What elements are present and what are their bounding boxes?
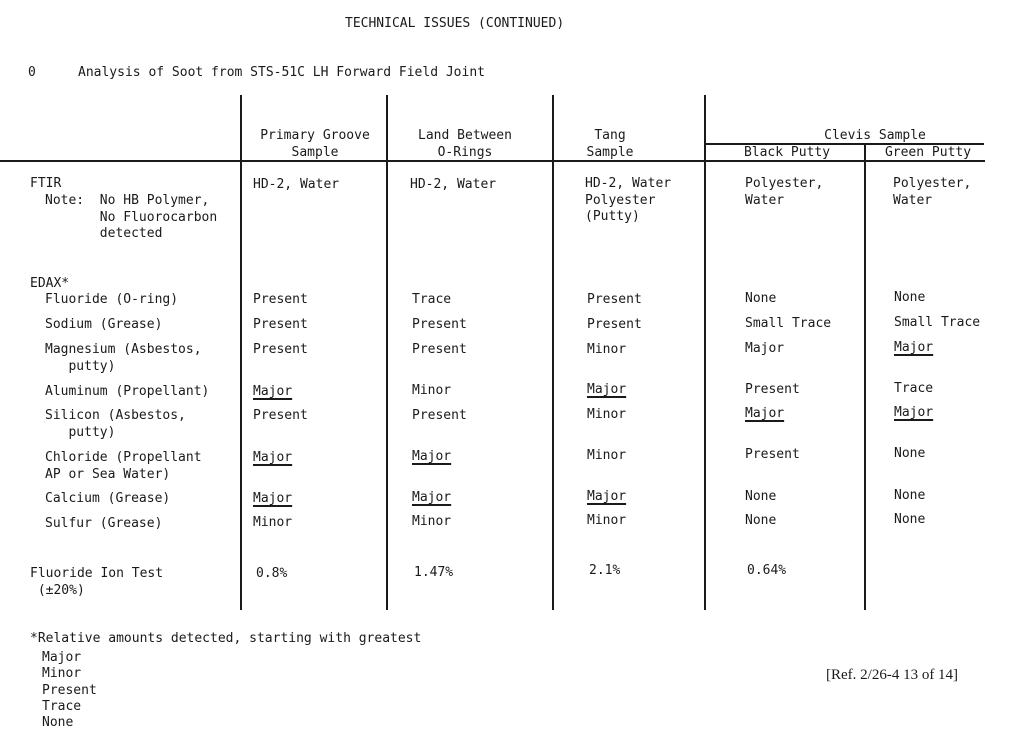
page-reference: [Ref. 2/26-4 13 of 14] bbox=[826, 667, 959, 683]
divider-tang bbox=[552, 95, 554, 610]
cell-silicon-tang: Minor bbox=[587, 407, 627, 422]
col-primary-groove: Primary Groove Sample bbox=[260, 128, 370, 160]
col-clevis-sample: Clevis Sample bbox=[824, 128, 926, 143]
cell-sulfur-green: None bbox=[894, 512, 926, 527]
cell-aluminum-primary: Major bbox=[253, 384, 293, 399]
cell-calcium-primary: Major bbox=[253, 491, 293, 506]
section-bullet: 0 bbox=[28, 65, 36, 80]
cell-sodium-land: Present bbox=[412, 317, 467, 332]
footnote-item: Minor bbox=[42, 666, 82, 681]
cell-aluminum-black: Present bbox=[745, 382, 800, 397]
row-label-silicon: Silicon (Asbestos, putty) bbox=[45, 408, 186, 440]
ftir-black: Polyester, Water bbox=[745, 176, 824, 208]
ftir-green: Polyester, Water bbox=[893, 176, 972, 208]
ftir-note: Note: No HB Polymer, No Fluorocarbon detected bbox=[45, 193, 218, 241]
footnote-item: Present bbox=[42, 683, 97, 698]
cell-magnesium-tang: Minor bbox=[587, 342, 627, 357]
cell-aluminum-land: Minor bbox=[412, 383, 452, 398]
col-black-putty: Black Putty bbox=[743, 145, 831, 160]
ftir-land: HD-2, Water bbox=[410, 177, 497, 192]
cell-magnesium-primary: Present bbox=[253, 342, 308, 357]
row-label-magnesium: Magnesium (Asbestos, putty) bbox=[45, 342, 202, 374]
fluoride-test-land: 1.47% bbox=[414, 565, 454, 580]
cell-sodium-primary: Present bbox=[253, 317, 308, 332]
cell-fluoride-black: None bbox=[745, 291, 777, 306]
cell-sodium-green: Small Trace bbox=[894, 315, 981, 330]
divider-clevis bbox=[704, 95, 706, 610]
cell-aluminum-tang: Major bbox=[587, 382, 627, 397]
row-label-sodium: Sodium (Grease) bbox=[45, 317, 163, 332]
cell-silicon-green: Major bbox=[894, 405, 934, 420]
fluoride-test-tang: 2.1% bbox=[589, 563, 621, 578]
cell-magnesium-black: Major bbox=[745, 341, 785, 356]
cell-silicon-land: Present bbox=[412, 408, 467, 423]
divider-primary bbox=[240, 95, 242, 610]
cell-fluoride-green: None bbox=[894, 290, 926, 305]
footnote-item: None bbox=[42, 715, 74, 730]
cell-sulfur-tang: Minor bbox=[587, 513, 627, 528]
cell-sodium-tang: Present bbox=[587, 317, 642, 332]
cell-calcium-tang: Major bbox=[587, 489, 627, 504]
cell-aluminum-green: Trace bbox=[894, 381, 934, 396]
ftir-label: FTIR bbox=[30, 176, 62, 191]
row-label-chloride: Chloride (Propellant AP or Sea Water) bbox=[45, 450, 202, 482]
cell-calcium-black: None bbox=[745, 489, 777, 504]
cell-calcium-land: Major bbox=[412, 490, 452, 505]
divider-putty bbox=[864, 143, 866, 610]
cell-silicon-black: Major bbox=[745, 406, 785, 421]
row-label-fluoride: Fluoride (O-ring) bbox=[45, 292, 179, 307]
fluoride-test-black: 0.64% bbox=[747, 563, 787, 578]
col-land-between: Land Between O-Rings bbox=[418, 128, 512, 160]
cell-chloride-primary: Major bbox=[253, 450, 293, 465]
cell-sodium-black: Small Trace bbox=[745, 316, 832, 331]
footnote-heading: *Relative amounts detected, starting with greatest bbox=[30, 631, 422, 646]
row-label-calcium: Calcium (Grease) bbox=[45, 491, 171, 506]
page-title: TECHNICAL ISSUES (CONTINUED) bbox=[345, 16, 565, 31]
cell-silicon-primary: Present bbox=[253, 408, 308, 423]
row-label-aluminum: Aluminum (Propellant) bbox=[45, 384, 210, 399]
footnote-item: Major bbox=[42, 650, 82, 665]
cell-fluoride-primary: Present bbox=[253, 292, 308, 307]
cell-calcium-green: None bbox=[894, 488, 926, 503]
col-green-putty: Green Putty bbox=[884, 145, 972, 160]
edax-label: EDAX* bbox=[30, 276, 70, 291]
fluoride-ion-test-label: Fluoride Ion Test (±20%) bbox=[30, 566, 164, 598]
cell-sulfur-primary: Minor bbox=[253, 515, 293, 530]
cell-sulfur-black: None bbox=[745, 513, 777, 528]
row-label-sulfur: Sulfur (Grease) bbox=[45, 516, 163, 531]
ftir-tang: HD-2, Water Polyester (Putty) bbox=[585, 176, 672, 224]
cell-sulfur-land: Minor bbox=[412, 514, 452, 529]
cell-magnesium-green: Major bbox=[894, 340, 934, 355]
col-tang: Tang Sample bbox=[586, 128, 634, 160]
cell-fluoride-land: Trace bbox=[412, 292, 452, 307]
section-heading: Analysis of Soot from STS-51C LH Forward Field Joint bbox=[78, 65, 485, 80]
cell-chloride-green: None bbox=[894, 446, 926, 461]
cell-magnesium-land: Present bbox=[412, 342, 467, 357]
fluoride-test-primary: 0.8% bbox=[256, 566, 288, 581]
footnote-item: Trace bbox=[42, 699, 82, 714]
cell-chloride-land: Major bbox=[412, 449, 452, 464]
cell-chloride-tang: Minor bbox=[587, 448, 627, 463]
divider-land bbox=[386, 95, 388, 610]
ftir-primary: HD-2, Water bbox=[253, 177, 340, 192]
cell-chloride-black: Present bbox=[745, 447, 800, 462]
cell-fluoride-tang: Present bbox=[587, 292, 642, 307]
